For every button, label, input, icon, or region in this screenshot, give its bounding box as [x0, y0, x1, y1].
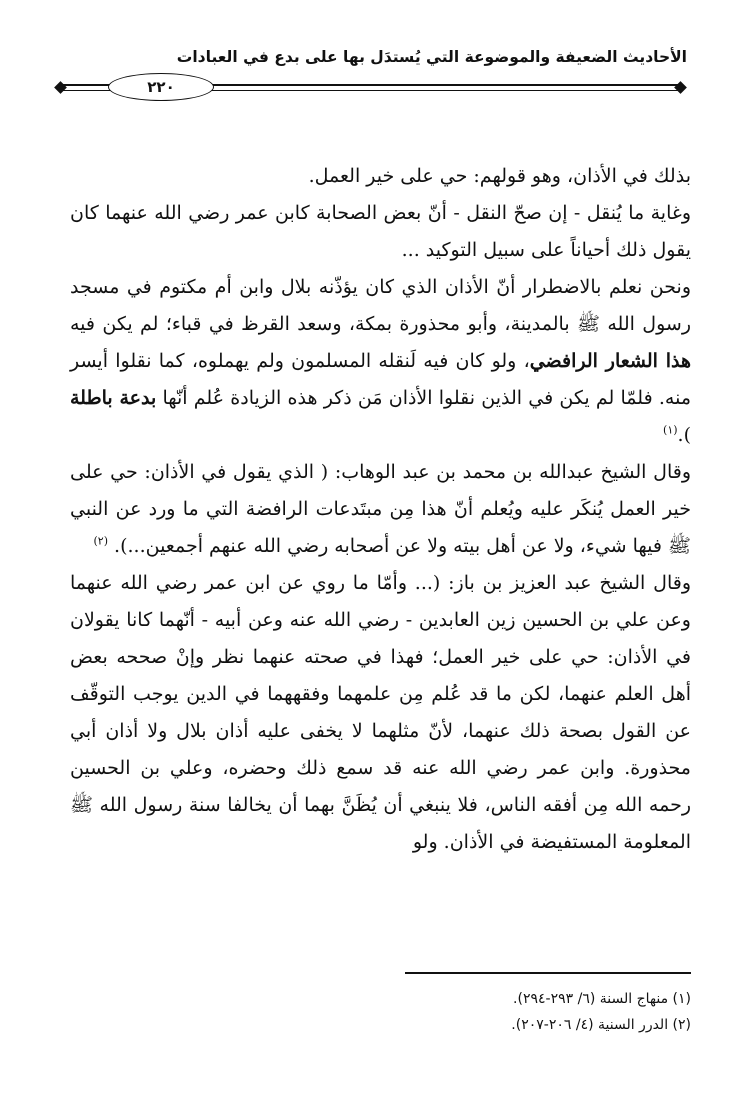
main-text	[70, 158, 691, 861]
footnote-2: (٢) الدرر السنية (٤/ ٢٠٦-٢٠٧).	[511, 1017, 691, 1033]
footnote-reference: (٢)	[93, 534, 108, 548]
paragraph	[70, 565, 691, 861]
text-segment: ، ولو كان فيه لَنقله المسلمون ولم يهملوه، كما نقلوا أيسر منه. فلمّا لم يكن في الذين نقلوا الأذان مَن ذكر هذه الزيادة عُلم أنّها	[70, 350, 691, 409]
footnote-separator	[405, 972, 691, 974]
text-segment: وغاية ما يُنقل - إن صحّ النقل - أنّ بعض الصحابة كابن عمر رضي الله عنهما كان يقول ذلك أحياناً على سبيل التوكيد ...	[70, 202, 691, 261]
page-number: ٢٢٠	[108, 73, 214, 101]
running-title: الأحاديث الضعيفة والموضوعة التي يُستدَل بها على بدع في العبادات	[176, 48, 687, 66]
footnote-reference: (١)	[663, 423, 678, 437]
text-segment: ).	[677, 424, 691, 446]
text-segment: وقال الشيخ عبدالله بن محمد بن عبد الوهاب: ( الذي يقول في الأذان: حي على خير العمل يُنكَر عليه ويُعلم أنّ هذا مِن مبتَدعات الرافضة التي ما ورد عن النبي ﷺ فيها شيء، ولا عن أهل بيته ولا عن أصحابه رضي الله عنهم أجمعين...).	[70, 461, 691, 557]
footnote-1: (١) منهاج السنة (٦/ ٢٩٣-٢٩٤).	[513, 991, 691, 1007]
text-segment: بذلك في الأذان، وهو قولهم: حي على خير العمل.	[308, 165, 691, 187]
paragraph	[70, 158, 691, 195]
text-segment: وقال الشيخ عبد العزيز بن باز: (... وأمّا ما روي عن ابن عمر رضي الله عنهما وعن علي بن الحسين زين العابدين - رضي الله عنه وعن أبيه - أنّهما كانا يقولان في الأذان: حي على خير العمل؛ فهذا في صحته عنهما نظر وإنْ صححه بعض أهل العلم عنهما، لكن ما قد عُلم مِن علمهما وفقههما في الدين يوجب التوقّف عن القول بصحة ذلك عنهما، لأنّ مثلهما لا يخفى عليه أذان بلال ولا أذان أبي محذورة. وابن عمر رضي الله عنه قد سمع ذلك وحضره، وعلي بن الحسين رحمه الله مِن أفقه الناس، فلا ينبغي أن يُظَنَّ بهما أن يخالفا سنة رسول الله ﷺ المعلومة المستفيضة في الأذان. ولو	[70, 572, 691, 853]
footnotes	[70, 986, 691, 1038]
paragraph	[70, 195, 691, 269]
paragraph	[70, 269, 691, 454]
emphasized-text: بدعة باطلة	[70, 387, 157, 409]
emphasized-text: هذا الشعار الرافضي	[529, 350, 691, 372]
text-segment: ونحن نعلم بالاضطرار أنّ الأذان الذي كان يؤذّنه بلال وابن أم مكتوم في مسجد رسول الله ﷺ بالمدينة، وأبو محذورة بمكة، وسعد القرظ في قباء؛ لم يكن فيه	[70, 276, 691, 335]
paragraph	[70, 454, 691, 565]
